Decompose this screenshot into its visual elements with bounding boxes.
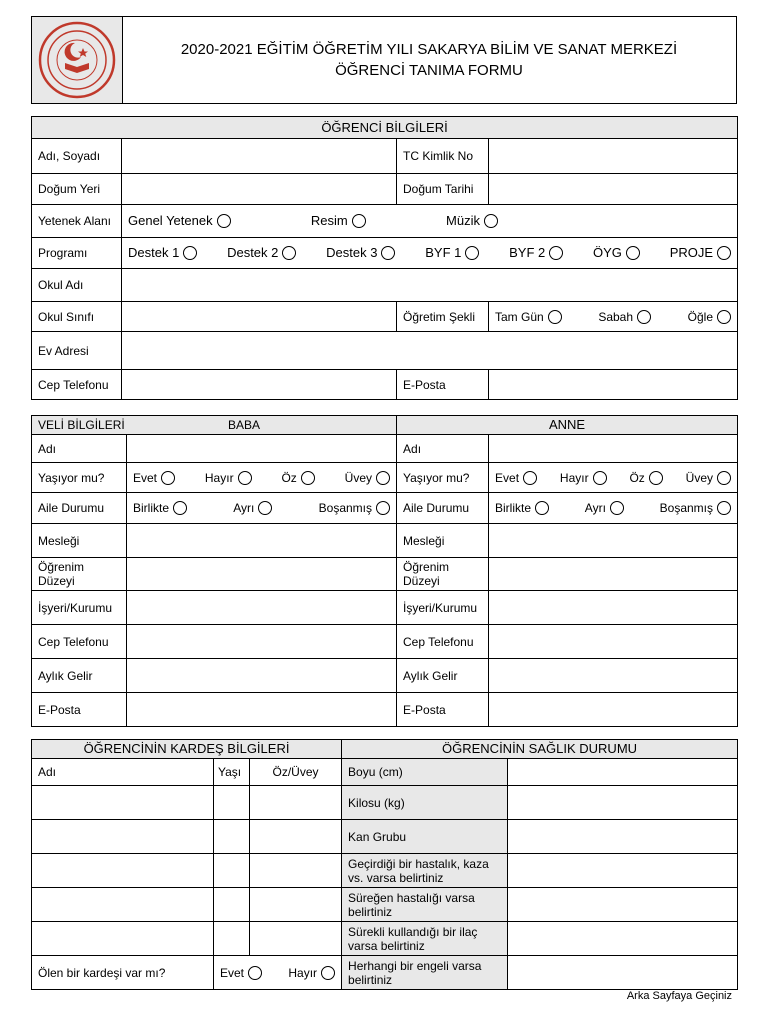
radio-icon bbox=[376, 471, 390, 485]
mother-phone-field[interactable] bbox=[489, 625, 738, 659]
sibling-age-field[interactable] bbox=[214, 786, 250, 820]
blood-field[interactable] bbox=[508, 820, 738, 854]
medicine-label: Sürekli kullandığı bir ilaç varsa belirtiniz bbox=[342, 922, 508, 956]
mother-phone-label: Cep Telefonu bbox=[397, 625, 489, 659]
sibling-type-header: Öz/Üvey bbox=[250, 759, 342, 786]
school-field[interactable] bbox=[122, 269, 738, 302]
father-education-field[interactable] bbox=[127, 558, 397, 591]
program-option-label: BYF 2 bbox=[509, 245, 546, 260]
mother-name-field[interactable] bbox=[489, 435, 738, 463]
radio-icon bbox=[637, 310, 651, 324]
option-label: Üvey bbox=[344, 470, 372, 485]
radio-icon bbox=[717, 471, 731, 485]
edu-type-options bbox=[489, 302, 738, 332]
mother-workplace-field[interactable] bbox=[489, 591, 738, 625]
talent-option-label: Resim bbox=[310, 213, 348, 228]
weight-label: Kilosu (kg) bbox=[342, 786, 508, 820]
father-workplace-field[interactable] bbox=[127, 591, 397, 625]
mother-family-options bbox=[489, 493, 738, 524]
radio-icon bbox=[217, 214, 231, 228]
father-family-apart[interactable] bbox=[233, 501, 272, 515]
program-option-byf1[interactable] bbox=[425, 246, 479, 260]
edu-option-label: Sabah bbox=[598, 309, 634, 324]
father-own[interactable] bbox=[281, 471, 314, 485]
mother-alive-options bbox=[489, 463, 738, 493]
illness-label: Geçirdiği bir hastalık, kaza vs. varsa belirtiniz bbox=[342, 854, 508, 888]
mother-family-label: Aile Durumu bbox=[397, 493, 489, 524]
mother-family-divorced[interactable] bbox=[660, 501, 731, 515]
father-education-label: Öğrenim Düzeyi bbox=[32, 558, 127, 591]
form-title bbox=[122, 17, 736, 103]
sibling-name-field[interactable] bbox=[32, 888, 214, 922]
mother-own[interactable] bbox=[629, 471, 662, 485]
radio-icon bbox=[465, 246, 479, 260]
father-job-label: Mesleği bbox=[32, 524, 127, 558]
program-option-label: Destek 2 bbox=[227, 245, 279, 260]
chronic-field[interactable] bbox=[508, 888, 738, 922]
logo-cell bbox=[32, 17, 123, 103]
disability-label: Herhangi bir engeli varsa belirtiniz bbox=[342, 956, 508, 990]
grade-field[interactable] bbox=[122, 302, 397, 332]
address-label: Ev Adresi bbox=[32, 332, 122, 370]
birthdate-label: Doğum Tarihi bbox=[397, 174, 489, 205]
student-info-table bbox=[31, 116, 738, 400]
program-option-proje[interactable] bbox=[670, 246, 731, 260]
father-phone-label: Cep Telefonu bbox=[32, 625, 127, 659]
option-label: Hayır bbox=[204, 470, 234, 485]
radio-icon bbox=[381, 246, 395, 260]
father-family-divorced[interactable] bbox=[319, 501, 390, 515]
option-label: Hayır bbox=[559, 470, 589, 485]
title-line-1: 2020-2021 EĞİTİM ÖĞRETİM YILI SAKARYA BİLİM VE SANAT MERKEZİ bbox=[180, 41, 678, 58]
next-page-note: Arka Sayfaya Geçiniz bbox=[626, 990, 732, 1002]
radio-icon bbox=[717, 310, 731, 324]
talent-option-label: Genel Yetenek bbox=[128, 213, 213, 228]
sibling-type-field[interactable] bbox=[250, 786, 342, 820]
option-label: Üvey bbox=[685, 470, 714, 485]
name-field[interactable] bbox=[122, 139, 397, 174]
radio-icon bbox=[352, 214, 366, 228]
father-job-field[interactable] bbox=[127, 524, 397, 558]
father-email-field[interactable] bbox=[127, 693, 397, 727]
option-label: Birlikte bbox=[133, 501, 170, 515]
father-name-label: Adı bbox=[32, 435, 127, 463]
name-label: Adı, Soyadı bbox=[32, 139, 122, 174]
edu-option-noon[interactable] bbox=[688, 310, 731, 324]
radio-icon bbox=[610, 501, 624, 515]
birthplace-label: Doğum Yeri bbox=[32, 174, 122, 205]
option-label: Hayır bbox=[288, 965, 318, 980]
radio-icon bbox=[238, 471, 252, 485]
sibling-name-header: Adı bbox=[32, 759, 214, 786]
program-option-label: Destek 3 bbox=[326, 245, 378, 260]
sibling-name-field[interactable] bbox=[32, 820, 214, 854]
option-label: Evet bbox=[495, 470, 520, 485]
radio-icon bbox=[282, 246, 296, 260]
birthdate-field[interactable] bbox=[489, 174, 738, 205]
sibling-age-field[interactable] bbox=[214, 854, 250, 888]
program-option-destek3[interactable] bbox=[326, 246, 395, 260]
sibling-age-field[interactable] bbox=[214, 820, 250, 854]
sibling-type-field[interactable] bbox=[250, 820, 342, 854]
siblings-heading: ÖĞRENCİNİN KARDEŞ BİLGİLERİ bbox=[32, 740, 342, 759]
father-workplace-label: İşyeri/Kurumu bbox=[32, 591, 127, 625]
parent-info-heading: VELİ BİLGİLERİ bbox=[38, 418, 125, 432]
program-option-oyg[interactable] bbox=[593, 246, 640, 260]
health-heading: ÖĞRENCİNİN SAĞLIK DURUMU bbox=[342, 740, 738, 759]
radio-icon bbox=[593, 471, 607, 485]
radio-icon bbox=[173, 501, 187, 515]
radio-icon bbox=[548, 310, 562, 324]
mother-step[interactable] bbox=[686, 471, 731, 485]
option-label: Boşanmış bbox=[318, 501, 372, 515]
sibling-age-field[interactable] bbox=[214, 922, 250, 956]
tc-label: TC Kimlik No bbox=[397, 139, 489, 174]
student-info-heading: ÖĞRENCİ BİLGİLERİ bbox=[32, 117, 738, 139]
talent-option-general[interactable] bbox=[128, 214, 231, 228]
father-alive-options bbox=[127, 463, 397, 493]
father-family-label: Aile Durumu bbox=[32, 493, 127, 524]
radio-icon bbox=[258, 501, 272, 515]
sibling-name-field[interactable] bbox=[32, 854, 214, 888]
parent-heading-cell bbox=[32, 416, 397, 435]
edu-option-label: Öğle bbox=[687, 309, 714, 324]
sibling-name-field[interactable] bbox=[32, 786, 214, 820]
father-step[interactable] bbox=[345, 471, 390, 485]
mother-heading: ANNE bbox=[397, 416, 738, 435]
school-label: Okul Adı bbox=[32, 269, 122, 302]
radio-icon bbox=[523, 471, 537, 485]
father-family-together[interactable] bbox=[133, 501, 187, 515]
father-family-options bbox=[127, 493, 397, 524]
father-heading: BABA bbox=[228, 418, 261, 432]
talent-label: Yetenek Alanı bbox=[32, 205, 122, 238]
talent-option-music[interactable] bbox=[446, 214, 498, 228]
phone-label: Cep Telefonu bbox=[32, 370, 122, 400]
mother-email-label: E-Posta bbox=[397, 693, 489, 727]
talent-option-art[interactable] bbox=[311, 214, 366, 228]
radio-icon bbox=[649, 471, 663, 485]
option-label: Ayrı bbox=[233, 501, 255, 515]
mother-alive-label: Yaşıyor mu? bbox=[397, 463, 489, 493]
radio-icon bbox=[248, 966, 262, 980]
option-label: Ayrı bbox=[584, 501, 606, 515]
phone-field[interactable] bbox=[122, 370, 397, 400]
father-email-label: E-Posta bbox=[32, 693, 127, 727]
blood-label: Kan Grubu bbox=[342, 820, 508, 854]
radio-icon bbox=[161, 471, 175, 485]
option-label: Öz bbox=[281, 470, 297, 485]
email-label: E-Posta bbox=[397, 370, 489, 400]
program-option-label: BYF 1 bbox=[425, 245, 462, 260]
sibling-type-field[interactable] bbox=[250, 854, 342, 888]
mother-family-together[interactable] bbox=[495, 501, 549, 515]
option-label: Evet bbox=[133, 470, 158, 485]
program-option-label: PROJE bbox=[669, 245, 714, 260]
radio-icon bbox=[321, 966, 335, 980]
chronic-label: Süreğen hastalığı varsa belirtiniz bbox=[342, 888, 508, 922]
radio-icon bbox=[301, 471, 315, 485]
disability-field[interactable] bbox=[508, 956, 738, 990]
radio-icon bbox=[626, 246, 640, 260]
mother-job-field[interactable] bbox=[489, 524, 738, 558]
lost-sibling-no[interactable] bbox=[288, 966, 335, 980]
height-label: Boyu (cm) bbox=[342, 759, 508, 786]
program-options bbox=[122, 238, 738, 269]
sibling-age-header: Yaşı bbox=[214, 759, 250, 786]
sibling-type-field[interactable] bbox=[250, 922, 342, 956]
program-label: Programı bbox=[32, 238, 122, 269]
radio-icon bbox=[717, 246, 731, 260]
title-line-2: ÖĞRENCİ TANIMA FORMU bbox=[335, 62, 523, 79]
father-income-label: Aylık Gelir bbox=[32, 659, 127, 693]
illness-field[interactable] bbox=[508, 854, 738, 888]
edu-option-label: Tam Gün bbox=[495, 309, 544, 324]
radio-icon bbox=[717, 501, 731, 515]
father-name-field[interactable] bbox=[127, 435, 397, 463]
mother-education-field[interactable] bbox=[489, 558, 738, 591]
ministry-logo bbox=[38, 21, 116, 99]
radio-icon bbox=[183, 246, 197, 260]
father-phone-field[interactable] bbox=[127, 625, 397, 659]
sibling-name-field[interactable] bbox=[32, 922, 214, 956]
program-option-destek1[interactable] bbox=[128, 246, 197, 260]
father-income-field[interactable] bbox=[127, 659, 397, 693]
program-option-label: ÖYG bbox=[593, 245, 622, 260]
radio-icon bbox=[376, 501, 390, 515]
option-label: Boşanmış bbox=[659, 501, 714, 515]
option-label: Evet bbox=[220, 965, 245, 980]
mother-workplace-label: İşyeri/Kurumu bbox=[397, 591, 489, 625]
talent-option-label: Müzik bbox=[446, 213, 480, 228]
radio-icon bbox=[535, 501, 549, 515]
radio-icon bbox=[484, 214, 498, 228]
talent-options bbox=[122, 205, 738, 238]
mother-income-field[interactable] bbox=[489, 659, 738, 693]
radio-icon bbox=[549, 246, 563, 260]
birthplace-field[interactable] bbox=[122, 174, 397, 205]
father-alive-yes[interactable] bbox=[133, 471, 175, 485]
program-option-destek2[interactable] bbox=[227, 246, 296, 260]
address-field[interactable] bbox=[122, 332, 738, 370]
lost-sibling-yes[interactable] bbox=[220, 966, 262, 980]
mother-name-label: Adı bbox=[397, 435, 489, 463]
mother-email-field[interactable] bbox=[489, 693, 738, 727]
mother-alive-no[interactable] bbox=[560, 471, 607, 485]
medicine-field[interactable] bbox=[508, 922, 738, 956]
height-field[interactable] bbox=[508, 759, 738, 786]
father-alive-no[interactable] bbox=[205, 471, 252, 485]
option-label: Birlikte bbox=[495, 501, 532, 515]
program-option-byf2[interactable] bbox=[509, 246, 563, 260]
edu-option-fullday[interactable] bbox=[495, 310, 562, 324]
edu-type-label: Öğretim Şekli bbox=[397, 302, 489, 332]
edu-option-morning[interactable] bbox=[598, 310, 651, 324]
siblings-health-table bbox=[31, 739, 738, 990]
mother-family-apart[interactable] bbox=[585, 501, 624, 515]
mother-alive-yes[interactable] bbox=[495, 471, 537, 485]
email-field[interactable] bbox=[489, 370, 738, 400]
sibling-age-field[interactable] bbox=[214, 888, 250, 922]
lost-sibling-label: Ölen bir kardeşi var mı? bbox=[32, 956, 214, 990]
sibling-type-field[interactable] bbox=[250, 888, 342, 922]
father-alive-label: Yaşıyor mu? bbox=[32, 463, 127, 493]
mother-job-label: Mesleği bbox=[397, 524, 489, 558]
tc-field[interactable] bbox=[489, 139, 738, 174]
mother-education-label: Öğrenim Düzeyi bbox=[397, 558, 489, 591]
parent-info-table bbox=[31, 415, 738, 727]
lost-sibling-options bbox=[214, 956, 342, 990]
mother-income-label: Aylık Gelir bbox=[397, 659, 489, 693]
option-label: Öz bbox=[629, 470, 645, 485]
program-option-label: Destek 1 bbox=[128, 245, 180, 260]
grade-label: Okul Sınıfı bbox=[32, 302, 122, 332]
weight-field[interactable] bbox=[508, 786, 738, 820]
